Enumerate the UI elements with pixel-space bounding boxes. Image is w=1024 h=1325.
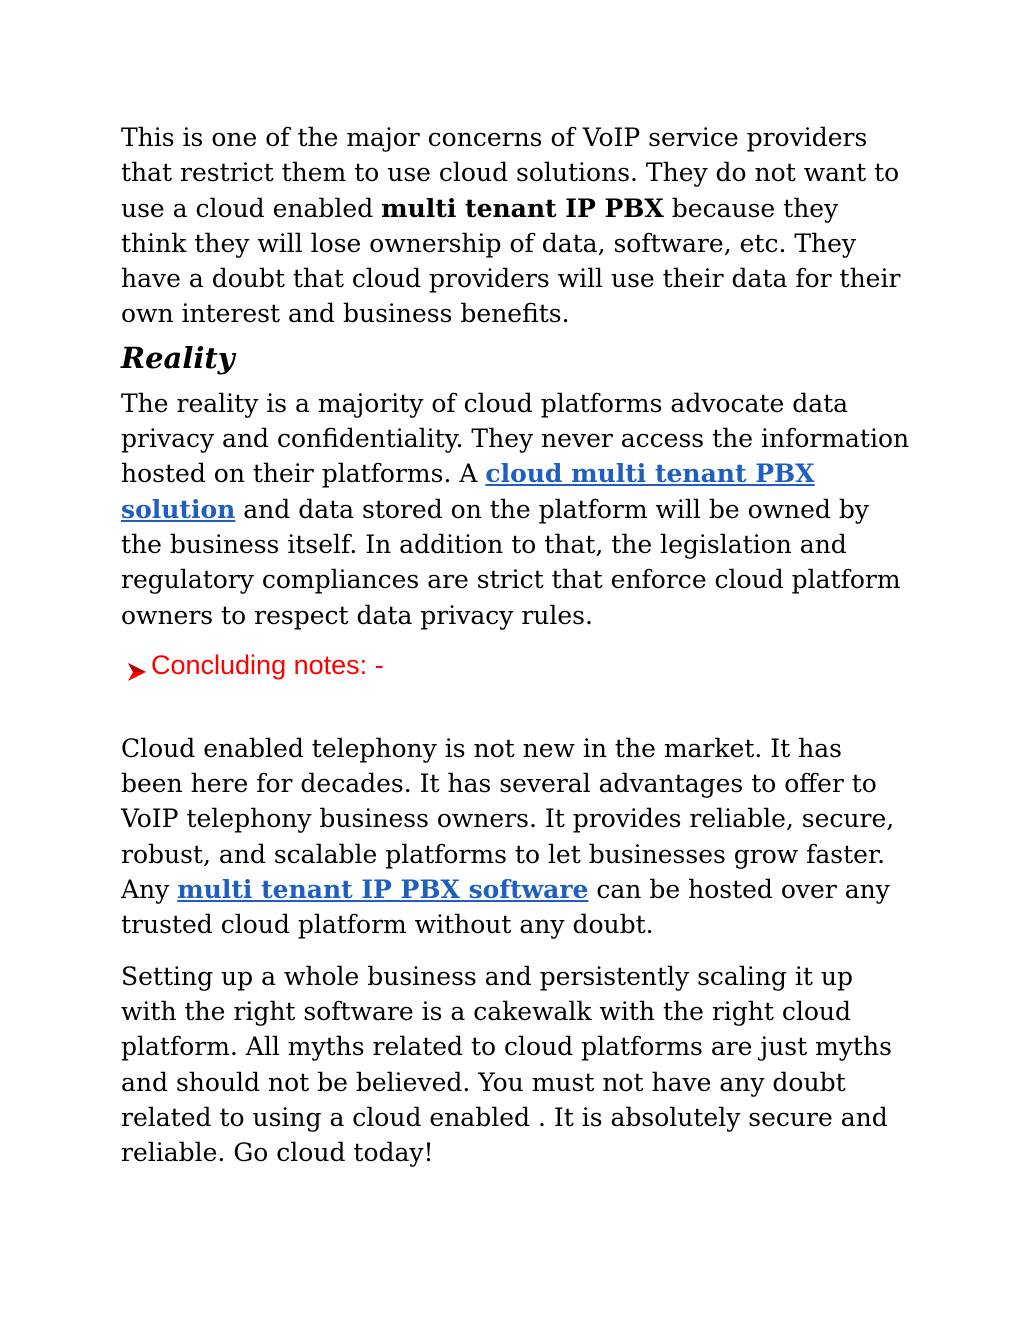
bold-term-multi-tenant-ip-pbx: multi tenant IP PBX bbox=[381, 193, 664, 223]
paragraph-text: Cloud enabled telephony is not new in the market. It has been here for decades. It has several advantages to offer to VoIP telephony business owners. It provides reliable, secure, robust, and scalable platforms to let businesses grow faster. Any bbox=[121, 733, 895, 905]
paragraph-closing: Setting up a whole business and persistently scaling it up with the right software is a cakewalk with the right cloud platform. All myths related to cloud platforms are just myths and should not be believed. You must not have any doubt related to using a cloud enabled . It is absolutely secure and reliable. Go cloud today! bbox=[121, 961, 892, 1168]
paragraph-text: and data stored on the platform will be owned by the business itself. In addition to that, the legislation and regulatory compliances are strict that enforce cloud platform owners to respect data privacy rules. bbox=[121, 494, 901, 630]
paragraph-text: The reality is a majority of cloud platforms advocate data privacy and confidentiality. They never access the information hosted on their platforms. A bbox=[121, 388, 910, 489]
document-page bbox=[121, 120, 911, 1170]
paragraph-reality bbox=[121, 386, 911, 633]
concluding-heading-text: Concluding notes: - bbox=[151, 649, 384, 680]
arrow-bullet-icon bbox=[127, 655, 147, 675]
heading-concluding-notes bbox=[127, 647, 911, 683]
heading-reality: Reality bbox=[121, 340, 235, 375]
paragraph-text: can be hosted over any trusted cloud platform without any doubt. bbox=[121, 875, 890, 940]
link-cloud-multi-tenant-pbx-solution[interactable]: cloud multi tenant PBX solution bbox=[121, 459, 815, 524]
link-multi-tenant-ip-pbx-software[interactable]: multi tenant IP PBX software bbox=[177, 875, 589, 905]
paragraph-text: because they think they will lose ownership of data, software, etc. They have a doubt that cloud providers will use their data for their own interest and business benefits. bbox=[121, 193, 901, 329]
paragraph-text: This is one of the major concerns of VoIP service providers that restrict them to use cloud solutions. They do not want to use a cloud enabled bbox=[121, 123, 900, 223]
paragraph-cloud-telephony bbox=[121, 731, 911, 943]
paragraph-ownership-concerns bbox=[121, 120, 911, 332]
